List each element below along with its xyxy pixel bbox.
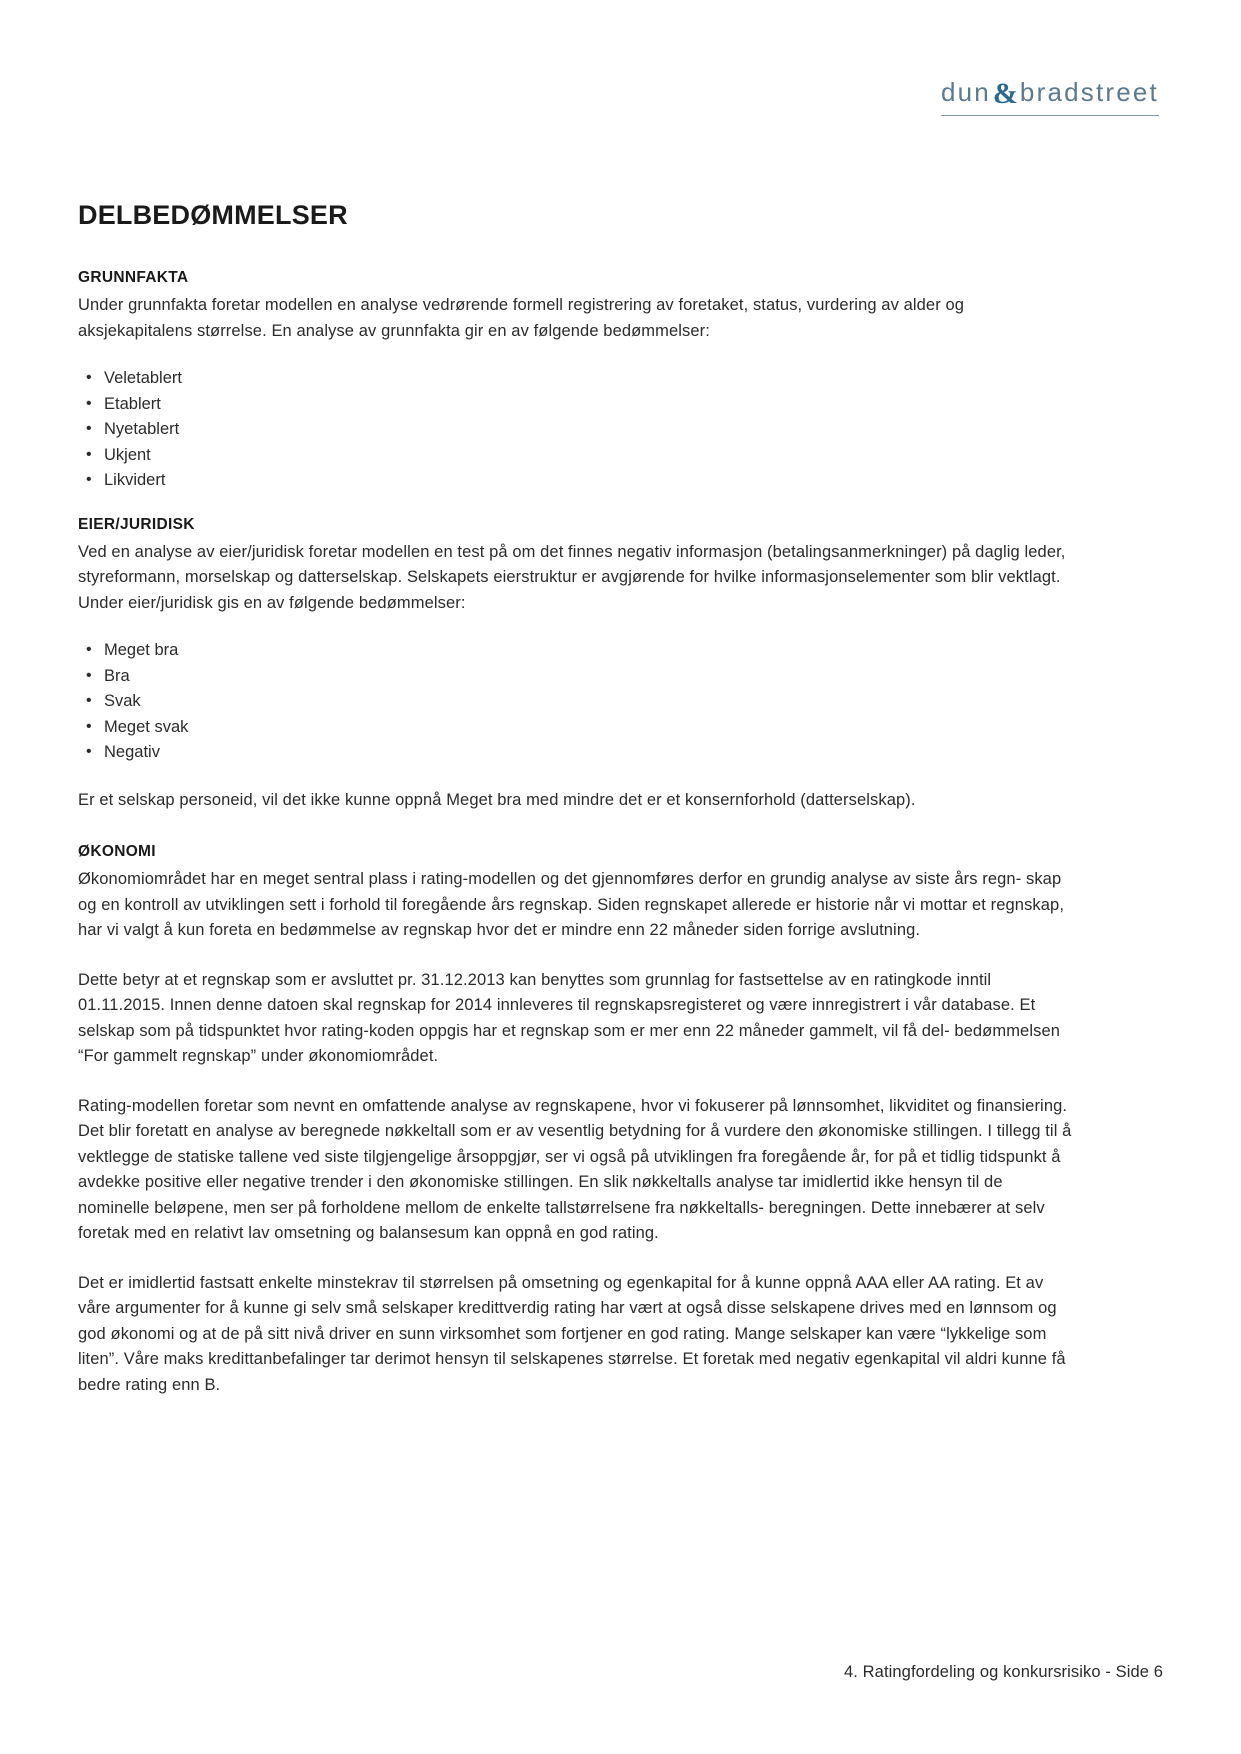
list-item: • Likvidert xyxy=(84,468,1078,494)
okonomi-paragraph-3: Rating-modellen foretar som nevnt en omfattende analyse av regnskapene, hvor vi fokuserer på lønnsomhet, likviditet og finansiering. Det blir foretatt en analyse av beregnede nøkkeltall som er av vesentlig betydning for å vurdere den økonomiske stillingen. I tillegg til å vektlegge de statiske tallene ved siste tilgjengelige årsoppgjør, ser vi også på utviklingen fra foregående år, for på et tidlig tidspunkt å avdekke positive eller negative trender i den økonomiske stillingen. En slik nøkkeltalls analyse tar imidlertid ikke hensyn til de nominelle beløpene, men ser på forholdene mellom de enkelte tallstørrelsene fra nøkkeltalls- beregningen. Dette innebærer at selv foretak med en relativt lav omsetning og balansesum kan oppnå en god rating. xyxy=(78,1096,1072,1242)
spacer xyxy=(78,813,1078,843)
list-item: • Veletablert xyxy=(84,366,1078,392)
dun-bradstreet-logo xyxy=(941,72,1159,112)
list-item: • Negativ xyxy=(84,740,1078,766)
okonomi-paragraph-2: Dette betyr at et regnskap som er avsluttet pr. 31.12.2013 kan benyttes som grunnlag for fastsettelse av en ratingkode inntil 01.11.2015. Innen denne datoen skal regnskap for 2014 innleveres til regnskapsregisteret og være innregistrert i vår database. Et selskap som på tidspunktet hvor rating-koden oppgis har et regnskap som er mer enn 22 måneder gammelt, vil få del- bedømmelsen “For gammelt regnskap” under økonomiområdet. xyxy=(78,970,1060,1065)
list-item: • Ukjent xyxy=(84,443,1078,469)
section-note-eier-juridisk: Er et selskap personeid, vil det ikke kunne oppnå Meget bra med mindre det er et konsernforhold (datterselskap). xyxy=(78,790,916,809)
document-body xyxy=(78,200,1078,1398)
section-heading-grunnfakta: GRUNNFAKTA xyxy=(78,269,189,286)
logo-underline xyxy=(941,115,1159,116)
list-item: • Meget svak xyxy=(84,715,1078,741)
logo-text-right: bradstreet xyxy=(1019,77,1159,107)
list-item: • Nyetablert xyxy=(84,417,1078,443)
logo-text-left: dun xyxy=(940,77,991,107)
list-item: • Bra xyxy=(84,664,1078,690)
okonomi-paragraph-1: Økonomiområdet har en meget sentral plass i rating-modellen og det gjennomføres derfor en grundig analyse av siste års regn- skap og en kontroll av utviklingen sett i forhold til foregående års regnskap. Siden regnskapet allerede er historie når vi mottar et regnskap, har vi valgt å kun foreta en bedømmelse av regnskap hvor det er mindre enn 22 måneder siden forrige avslutning. xyxy=(78,870,1065,939)
list-item: • Meget bra xyxy=(84,638,1078,664)
bullet-list-eier-juridisk xyxy=(78,638,1078,766)
list-item: • Etablert xyxy=(84,392,1078,418)
section-heading-okonomi: ØKONOMI xyxy=(78,843,156,860)
bullet-list-grunnfakta xyxy=(78,366,1078,494)
section-intro-grunnfakta: Under grunnfakta foretar modellen en analyse vedrørende formell registrering av foretaket, status, vurdering av alder og aksjekapitalens størrelse. En analyse av grunnfakta gir en av følgende bedømmelser: xyxy=(78,296,965,340)
page-footer: 4. Ratingfordeling og konkursrisiko - Side 6 xyxy=(844,1663,1163,1681)
section-intro-eier-juridisk: Ved en analyse av eier/juridisk foretar modellen en test på om det finnes negativ informasjon (betalingsanmerkninger) på daglig leder, styreformann, morselskap og datterselskap. Selskapets eierstruktur er avgjørende for hvilke informasjonselementer som blir vektlagt. Under eier/juridisk gis en av følgende bedømmelser: xyxy=(78,542,1066,612)
ampersand-icon: & xyxy=(992,77,1018,110)
page-title: DELBEDØMMELSER xyxy=(78,200,348,230)
section-heading-eier-juridisk: EIER/JURIDISK xyxy=(78,515,195,533)
okonomi-paragraph-4: Det er imidlertid fastsatt enkelte minstekrav til størrelsen på omsetning og egenkapital for å kunne oppnå AAA eller AA rating. Et av våre argumenter for å kunne gi selv små selskaper kredittverdig rating har vært at også disse selskapene drives med en lønnsom og god økonomi og at de på sitt nivå driver en sunn virksomhet som fortjener en god rating. Mange selskaper kan være “lykkelige som liten”. Våre maks kredittanbefalinger tar derimot hensyn til selskapenes størrelse. Et foretak med negativ egenkapital vil aldri kunne få bedre rating enn B. xyxy=(78,1273,1066,1394)
list-item: • Svak xyxy=(84,689,1078,715)
